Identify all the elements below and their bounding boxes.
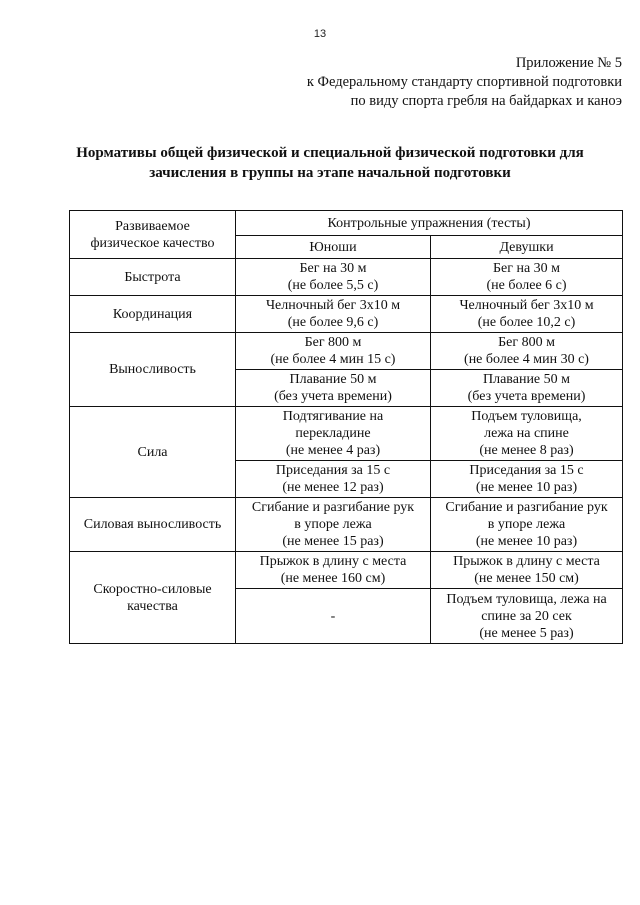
quality-line: качества (127, 598, 178, 614)
test-line: (не менее 15 раз) (282, 534, 384, 549)
test-coordination-boys (236, 296, 431, 333)
test-line: Прыжок в длину с места (259, 554, 407, 569)
test-squat-boys (236, 461, 431, 498)
header-tests: Контрольные упражнения (тесты) (236, 211, 623, 236)
test-line: Приседания за 15 с (469, 463, 584, 478)
test-line: Подтягивание на (282, 409, 384, 424)
quality-speed: Быстрота (70, 259, 236, 296)
test-long-jump-boys (236, 552, 431, 589)
test-line: (не менее 4 раз) (285, 443, 381, 458)
test-line: Сгибание и разгибание рук (251, 500, 415, 515)
test-line: в упоре лежа (294, 517, 372, 532)
test-line: в упоре лежа (487, 517, 566, 532)
test-line: Приседания за 15 с (275, 463, 391, 478)
header-boys: Юноши (236, 236, 431, 259)
appendix-reference (307, 54, 622, 111)
test-swim-girls (431, 370, 623, 407)
test-speed-girls (431, 259, 623, 296)
test-line: (не менее 12 раз) (282, 480, 384, 495)
quality-strength: Сила (70, 407, 236, 498)
test-line: перекладине (295, 426, 371, 441)
test-swim-boys (236, 370, 431, 407)
header-girls: Девушки (431, 236, 623, 259)
title-line-1: Нормативы общей физической и специальной физической подготовки для (76, 145, 584, 161)
test-line: (не менее 160 см) (280, 571, 386, 586)
header-quality-line: Развиваемое (115, 218, 190, 234)
quality-line: Скоростно-силовые (93, 581, 212, 597)
test-line: (не более 10,2 с) (477, 315, 576, 330)
test-pushup-boys (236, 498, 431, 552)
test-coordination-girls (431, 296, 623, 333)
test-line: Бег на 30 м (299, 261, 367, 276)
norms-table (69, 210, 623, 644)
test-line: Сгибание и разгибание рук (445, 500, 608, 515)
test-line: спине за 20 сек (481, 608, 572, 624)
test-squat-girls (431, 461, 623, 498)
test-line: Бег 800 м (304, 335, 362, 350)
test-line: (не менее 150 см) (474, 571, 579, 586)
appendix-number: Приложение № 5 (515, 55, 622, 71)
page-number: 13 (313, 28, 327, 40)
test-line: Подъем туловища, (471, 409, 582, 424)
test-line: лежа на спине (484, 426, 569, 441)
test-line: (не более 5,5 с) (287, 278, 379, 293)
test-line: (не более 4 мин 15 с) (270, 352, 396, 367)
test-line: (не менее 8 раз) (479, 443, 574, 458)
test-line: (не более 6 с) (486, 278, 567, 293)
test-line: (без учета времени) (467, 389, 586, 404)
quality-strength-endurance: Силовая выносливость (70, 498, 236, 552)
document-title (40, 143, 620, 183)
test-situp-20s-girls (431, 589, 623, 644)
test-line: (не более 4 мин 30 с) (464, 352, 589, 367)
test-line: (не менее 5 раз) (479, 625, 574, 641)
test-run-800-girls (431, 333, 623, 370)
test-line: (не менее 10 раз) (475, 534, 578, 549)
test-speed-boys (236, 259, 431, 296)
test-line: Плавание 50 м (483, 372, 571, 387)
test-line: (не более 9,6 с) (287, 315, 379, 330)
header-quality (70, 211, 236, 259)
test-situp-girls (431, 407, 623, 461)
test-line: (не менее 10 раз) (475, 480, 578, 495)
appendix-standard: к Федеральному стандарту спортивной подготовки (306, 74, 622, 90)
test-line: Плавание 50 м (289, 372, 377, 387)
test-pullup-boys (236, 407, 431, 461)
test-run-800-boys (236, 333, 431, 370)
test-line: Прыжок в длину с места (453, 554, 600, 569)
quality-endurance: Выносливость (70, 333, 236, 407)
test-line: Бег на 30 м (492, 261, 561, 276)
title-line-2: зачисления в группы на этапе начальной подготовки (149, 165, 511, 181)
test-situp-boys-empty: - (236, 589, 431, 644)
test-line: (без учета времени) (274, 389, 392, 404)
quality-coordination: Координация (70, 296, 236, 333)
header-quality-line: физическое качество (90, 235, 215, 251)
test-line: Подъем туловища, лежа на (446, 591, 607, 607)
test-pushup-girls (431, 498, 623, 552)
test-long-jump-girls (431, 552, 623, 589)
appendix-sport: по виду спорта гребля на байдарках и каноэ (350, 93, 622, 109)
test-line: Челночный бег 3х10 м (265, 298, 401, 313)
test-line: Бег 800 м (498, 335, 555, 350)
quality-speed-strength (70, 552, 236, 644)
test-line: Челночный бег 3х10 м (459, 298, 594, 313)
